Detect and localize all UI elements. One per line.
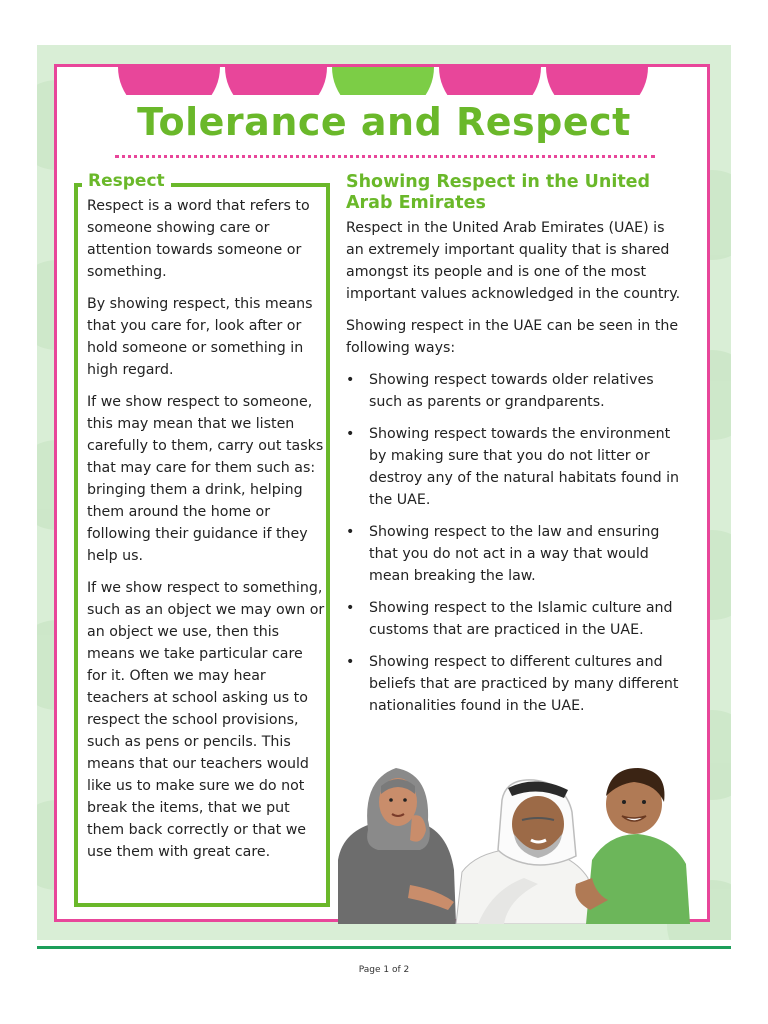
list-item-text: Showing respect to different cultures and beliefs that are practiced by many different nationalities found in the UAE.	[369, 654, 679, 714]
respect-paragraph: By showing respect, this means that you care for, look after or hold someone or something in high regard.	[87, 296, 313, 378]
uae-respect-text	[346, 217, 686, 727]
respect-paragraph: If we show respect to someone, this may mean that we listen carefully to them, carry out tasks that may care for them such as: bringing them a drink, helping them around the home or following their guidance if they help us.	[87, 394, 324, 564]
uae-paragraph: Showing respect in the UAE can be seen in the following ways:	[346, 318, 679, 356]
bullet-icon: •	[346, 426, 355, 442]
bullet-icon: •	[346, 654, 355, 670]
bullet-icon: •	[346, 372, 355, 388]
list-item-text: Showing respect towards older relatives such as parents or grandparents.	[369, 372, 654, 410]
list-item-text: Showing respect to the law and ensuring that you do not act in a way that would mean breaking the law.	[369, 524, 660, 584]
list-item-text: Showing respect to the Islamic culture and customs that are practiced in the UAE.	[369, 600, 673, 638]
scallop-border-icon	[118, 67, 650, 95]
bullet-icon: •	[346, 524, 355, 540]
page-number: Page 1 of 2	[358, 965, 410, 975]
list-item	[346, 369, 686, 413]
respect-paragraph: If we show respect to something, such as an object we may own or an object we use, then this means we take particular care for it. Often we may hear teachers at school asking us to respect the school provisions, such as pens or pencils. This means that our teachers would like us to make sure we do not break the items, that we put them back correctly or that we use them with great care.	[87, 580, 325, 860]
footer-divider	[37, 946, 731, 949]
list-item-text: Showing respect towards the environment by making sure that you do not litter or destroy any of the natural habitats found in the UAE.	[369, 426, 680, 508]
respect-text	[87, 195, 325, 873]
family-illustration-icon	[338, 760, 698, 924]
page-title: Tolerance and Respect	[137, 100, 631, 144]
list-item	[346, 597, 686, 641]
bullet-icon: •	[346, 600, 355, 616]
uae-respect-heading: Showing Respect in the United Arab Emirates	[346, 172, 651, 213]
uae-paragraph: Respect in the United Arab Emirates (UAE) is an extremely important quality that is shared amongst its people and is one of the most important values acknowledged in the country.	[346, 220, 681, 302]
title-divider	[115, 155, 655, 158]
uae-bullet-list	[346, 369, 686, 717]
respect-paragraph: Respect is a word that refers to someone showing care or attention towards someone or something.	[87, 198, 310, 280]
list-item	[346, 521, 686, 587]
list-item	[346, 423, 686, 511]
respect-heading: Respect	[82, 171, 171, 191]
list-item	[346, 651, 686, 717]
